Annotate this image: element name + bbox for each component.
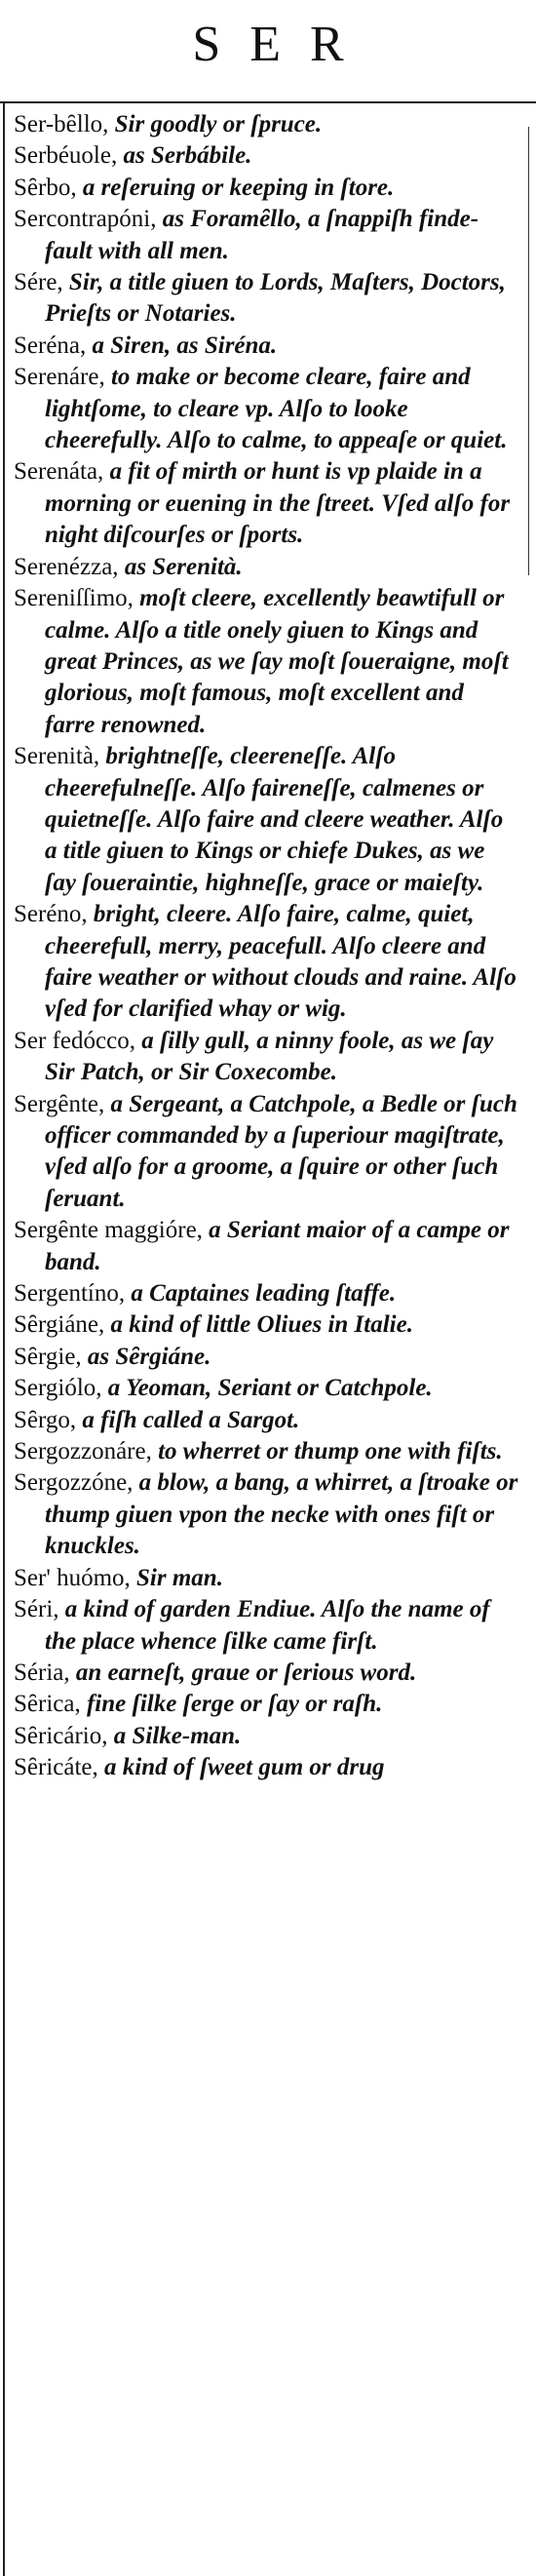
entry-headword: Seréna,: [14, 332, 87, 359]
dictionary-entry: [0, 267, 536, 331]
dictionary-entry: [0, 362, 536, 456]
dictionary-entry: [0, 173, 536, 204]
dictionary-entry: [0, 1278, 536, 1309]
entry-headword: Serenézza,: [14, 553, 119, 580]
entry-definition: a fit of mirth or hunt is vp plaide in a morning or euening in the ſtreet. Vſed alſo for night diſcourſes or ſports.: [45, 458, 511, 549]
entry-definition: a ſilly gull, a ninny foole, as we ſay Sir Patch, or Sir Coxecombe.: [45, 1027, 494, 1086]
entry-headword: Sercontrapóni,: [14, 206, 157, 233]
entry-headword: Sére,: [14, 269, 63, 296]
dictionary-entry: [0, 331, 536, 362]
entry-definition: to make or become cleare, faire and lightſome, to cleare vp. Alſo to looke cheerefully. Alſo to calme, to appeaſe or quiet.: [45, 364, 508, 454]
dictionary-entry: [0, 741, 536, 899]
dictionary-entry: [0, 583, 536, 741]
entry-definition: a Sergeant, a Catchpole, a Bedle or ſuch officer commanded by a ſuperiour magiſtrate, vſed alſo for a groome, a ſquire or other ſuch ſeruant.: [45, 1090, 517, 1212]
dictionary-entry: [0, 1658, 536, 1689]
entry-headword: Sereniſſimo,: [14, 585, 134, 612]
dictionary-entry: [0, 1721, 536, 1752]
dictionary-entry: [0, 109, 536, 140]
entry-headword: Seréno,: [14, 901, 88, 928]
dictionary-entry: [0, 1467, 536, 1562]
entry-definition: a Captaines leading ſtaffe.: [131, 1280, 397, 1308]
dictionary-entry: [0, 1309, 536, 1341]
page-header: [0, 0, 536, 105]
entry-definition: as Serbábile.: [123, 142, 252, 170]
entry-headword: Serbéuole,: [14, 142, 118, 170]
entry-definition: moſt cleere, excellently beawtifull or calme. Alſo a title onely giuen to Kings and great Princes, as we ſay moſt ſoueraigne, moſt glorious, moſt famous, moſt excellent and farre renowned.: [45, 585, 509, 738]
entry-headword: Sȇricáte,: [14, 1754, 98, 1781]
dictionary-entry: [0, 1089, 536, 1216]
entry-definition: a fiſh called a Sargot.: [82, 1406, 300, 1433]
entry-definition: Sir, a title giuen to Lords, Maſters, Doctors, Prieſts or Notaries.: [45, 269, 506, 328]
entry-headword: Serenáta,: [14, 458, 104, 486]
entry-headword: Sȇrica,: [14, 1691, 81, 1718]
entry-definition: as Sȇrgiáne.: [87, 1343, 211, 1370]
entry-definition: as Foramȇllo, a ſnappiſh finde-fault with all men.: [45, 206, 479, 264]
dictionary-entry: [0, 1563, 536, 1594]
dictionary-entry: [0, 1689, 536, 1720]
entry-definition: fine ſilke ſerge or ſay or raſh.: [86, 1691, 383, 1718]
dictionary-entry: [0, 1215, 536, 1278]
dictionary-entry: [0, 899, 536, 1026]
dictionary-entry: [0, 1405, 536, 1436]
dictionary-entry: [0, 1342, 536, 1373]
entry-headword: Serenità,: [14, 743, 100, 770]
entry-headword: Ser-bȇllo,: [14, 111, 109, 137]
entry-definition: a Siren, as Siréna.: [92, 332, 278, 359]
entry-headword: Séri,: [14, 1596, 59, 1623]
entry-headword: Sergentíno,: [14, 1280, 126, 1308]
dictionary-entry: [0, 1594, 536, 1658]
entry-definition: a blow, a bang, a whirret, a ſtroake or thump giuen vpon the necke with ones fiſt or knuckles.: [45, 1469, 518, 1560]
dictionary-entry: [0, 456, 536, 551]
entry-headword: Ser fedócco,: [14, 1027, 135, 1054]
entry-headword: Séria,: [14, 1659, 70, 1686]
entry-headword: Sergozzonáre,: [14, 1438, 152, 1465]
dictionary-entry: [0, 1436, 536, 1467]
entry-definition: a kind of garden Endiue. Alſo the name of the place whence ſilke came firſt.: [45, 1596, 490, 1655]
entry-definition: a kind of ſweet gum or drug: [104, 1754, 385, 1781]
entry-headword: Sergȇnte,: [14, 1090, 105, 1117]
entry-headword: Sȇricário,: [14, 1722, 108, 1749]
entry-headword: Sergiólo,: [14, 1375, 102, 1402]
entry-headword: Sȇrgo,: [14, 1406, 77, 1433]
entry-definition: a Yeoman, Seriant or Catchpole.: [107, 1375, 433, 1402]
entry-definition: as Serenità.: [124, 553, 243, 580]
entry-definition: a reſeruing or keeping in ſtore.: [82, 174, 395, 201]
dictionary-entry: [0, 552, 536, 583]
dictionary-entry: [0, 1026, 536, 1089]
entry-headword: Sergȇnte maggióre,: [14, 1217, 203, 1244]
entry-headword: Ser' huómo,: [14, 1564, 131, 1591]
entry-headword: Sergozzóne,: [14, 1469, 134, 1497]
running-head: SER: [192, 17, 373, 72]
entry-definition: brightneſſe, cleereneſſe. Alſo cheerefulneſſe. Alſo faireneſſe, calmenes or quietneſſe. Alſo faire and cleere weather. Alſo a title giuen to Kings or chiefe Dukes, as we ſay ſoueraintie, highneſſe, grace or maieſty.: [45, 743, 504, 896]
entry-definition: an earneſt, graue or ſerious word.: [75, 1659, 417, 1686]
dictionary-entry: [0, 1373, 536, 1404]
entry-definition: Sir goodly or ſpruce.: [114, 111, 323, 137]
entry-definition: a kind of little Oliues in Italie.: [110, 1311, 413, 1339]
dictionary-entry: [0, 140, 536, 172]
entry-definition: a Seriant maior of a campe or band.: [45, 1217, 510, 1275]
entry-headword: Serenáre,: [14, 364, 105, 391]
entry-headword: Sȇrgiáne,: [14, 1311, 105, 1339]
entry-definition: a Silke-man.: [113, 1722, 242, 1749]
dictionary-entry: [0, 1752, 536, 1783]
header-rule: [0, 101, 536, 103]
dictionary-entry: [0, 204, 536, 267]
entry-definition: Sir man.: [136, 1564, 223, 1591]
entry-headword: Sȇrbo,: [14, 174, 77, 201]
entry-headword: Sȇrgie,: [14, 1343, 82, 1370]
entry-definition: bright, cleere. Alſo faire, calme, quiet, cheerefull, merry, peacefull. Alſo cleere and faire weather or without clouds and raine. Alſo vſed for clarified whay or wig.: [45, 901, 517, 1023]
entry-definition: to wherret or thump one with fiſts.: [158, 1438, 503, 1465]
dictionary-entries: [0, 109, 536, 1784]
